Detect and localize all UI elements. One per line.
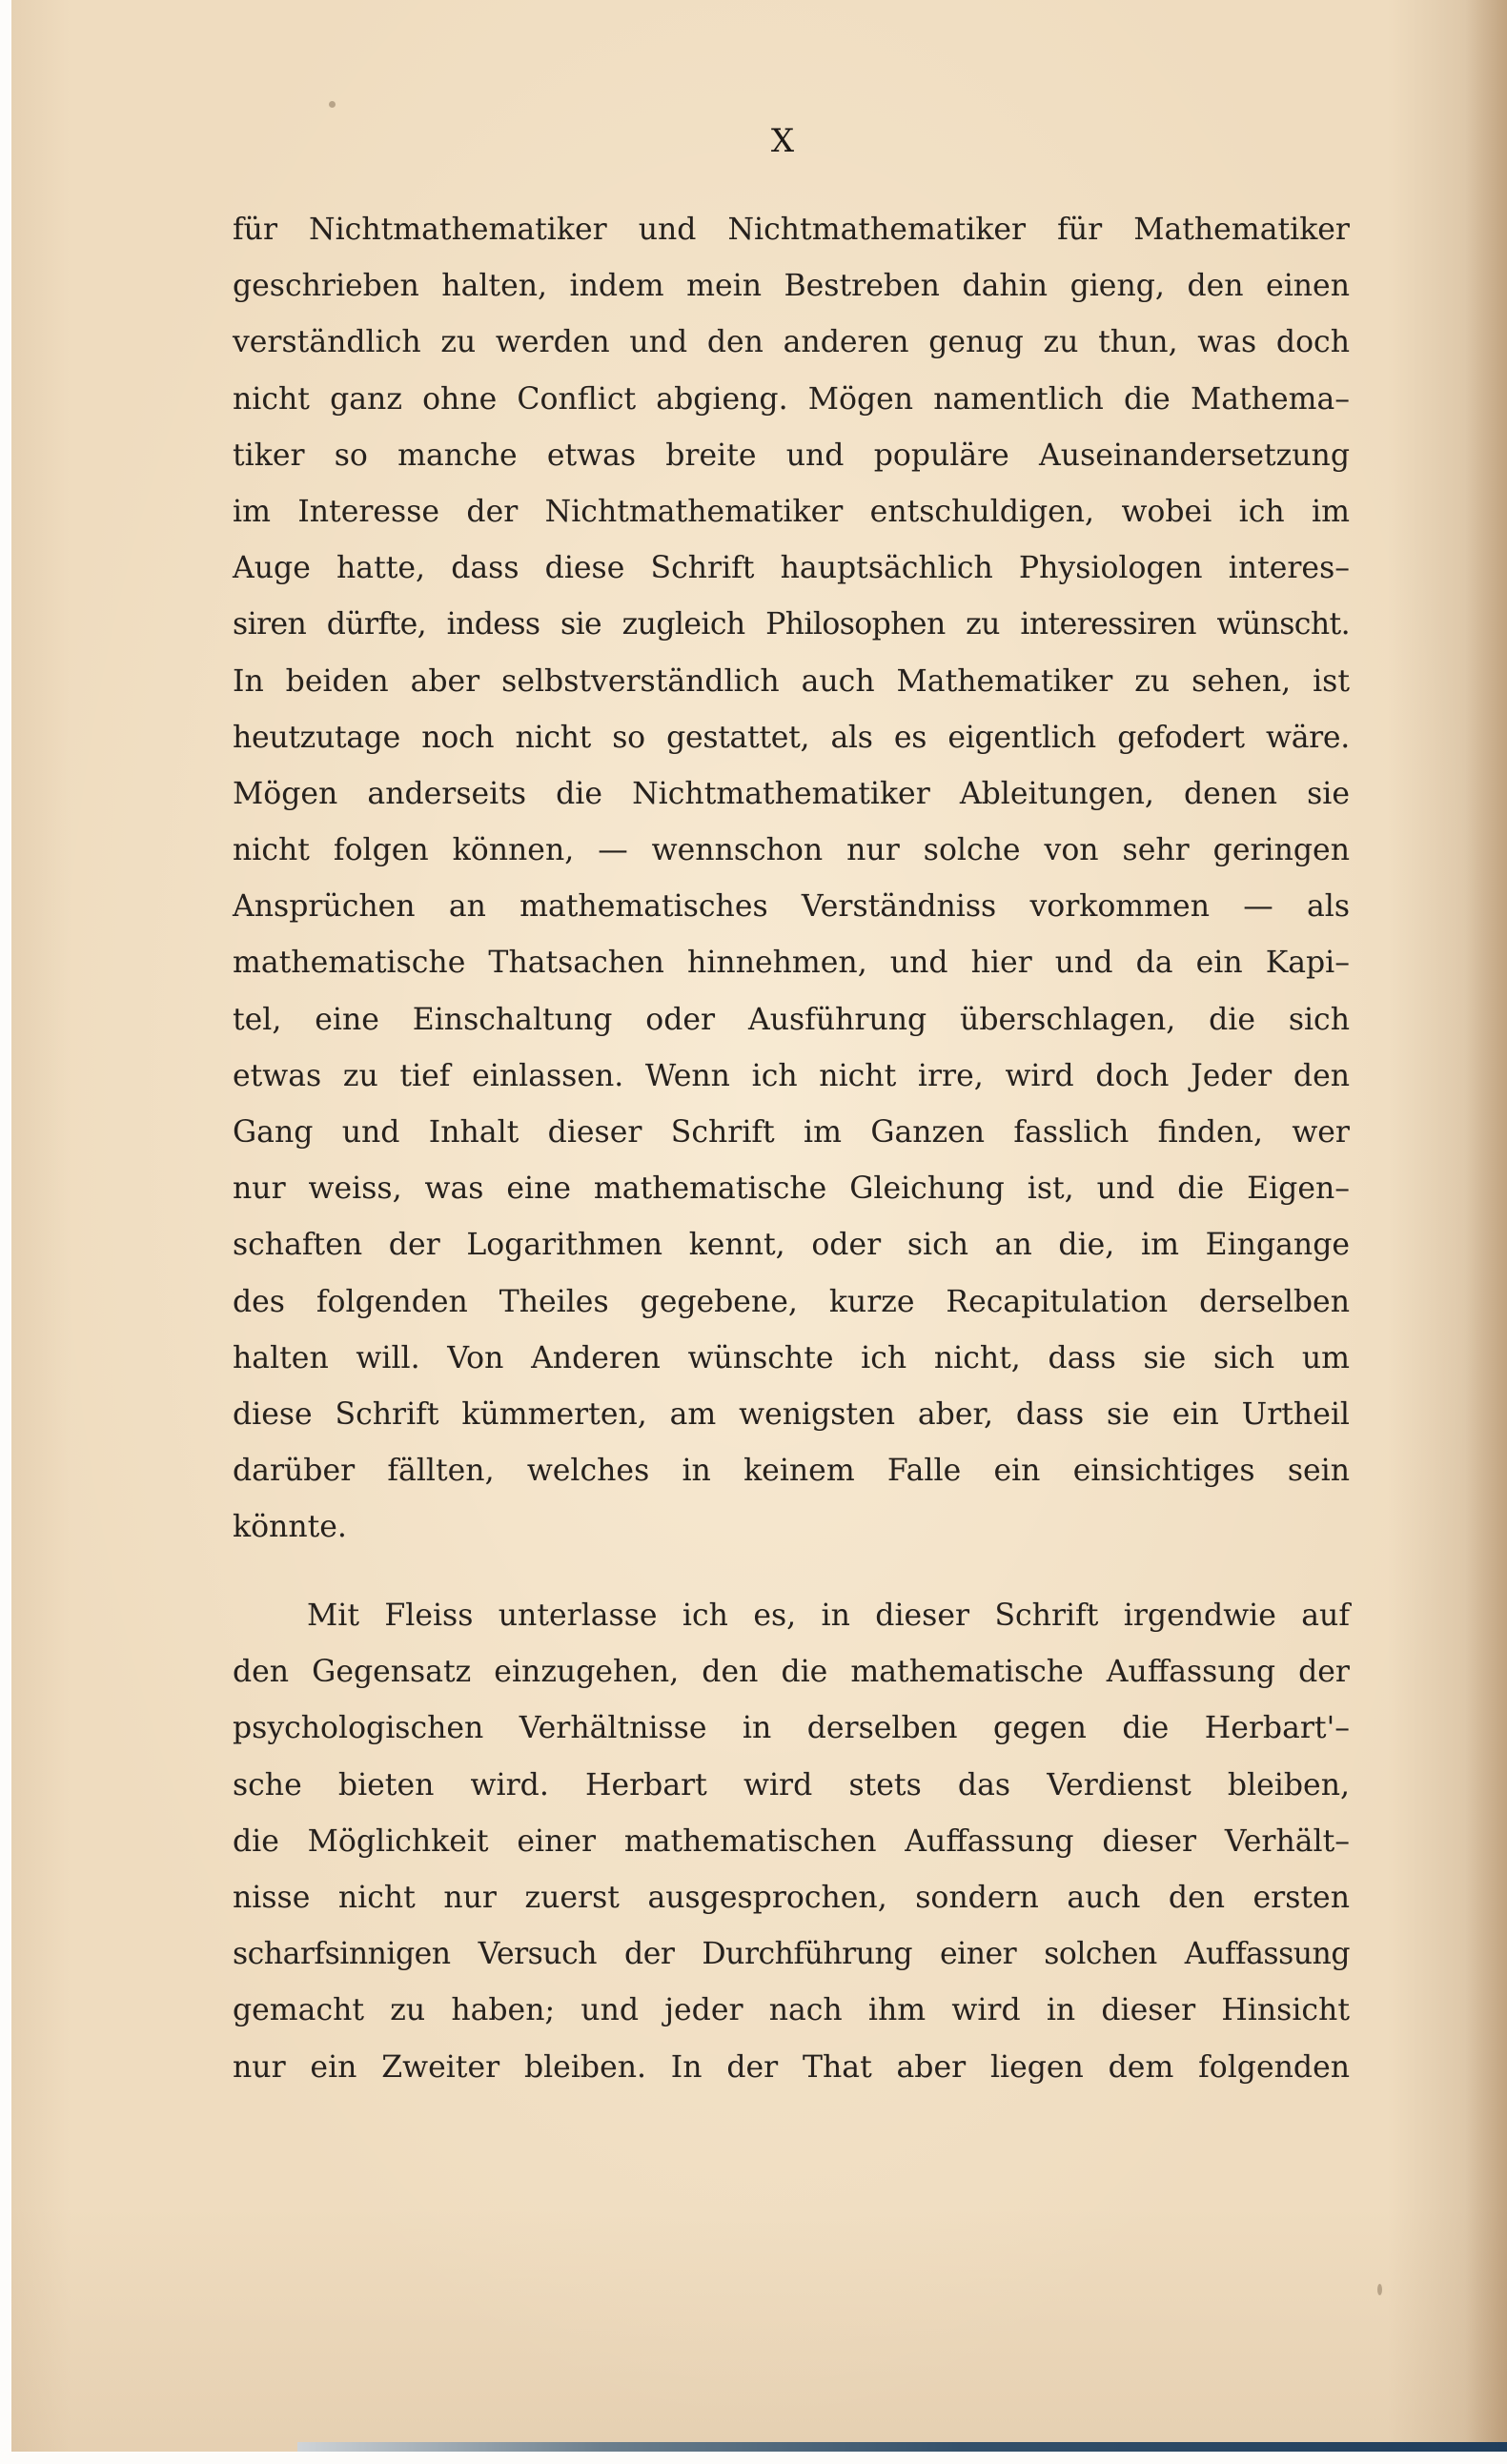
text-line: diese Schrift kümmerten, am wenigsten aber, dass sie ein Urtheil bbox=[233, 1396, 1350, 1432]
text-line: Mögen anderseits die Nichtmathematiker Ableitungen, denen sie bbox=[233, 776, 1350, 811]
text-line: darüber fällten, welches in keinem Falle ein einsichtiges sein bbox=[233, 1454, 1350, 1489]
text-line: schaften der Logarithmen kennt, oder sich an die, im Eingange bbox=[233, 1228, 1350, 1263]
text-line: psychologischen Verhältnisse in derselben gegen die Herbart'– bbox=[233, 1711, 1350, 1746]
text-line: etwas zu tief einlassen. Wenn ich nicht irre, wird doch Jeder den bbox=[233, 1058, 1350, 1093]
text-line: könnte. bbox=[233, 1510, 347, 1545]
text-line: gemacht zu haben; und jeder nach ihm wird in dieser Hinsicht bbox=[233, 1993, 1350, 2028]
scan-bottom-edge bbox=[297, 2442, 1507, 2452]
page-edge-shadow bbox=[1465, 0, 1507, 2452]
text-line: tiker so manche etwas breite und populäre Auseinandersetzung bbox=[233, 438, 1350, 473]
paper-speck bbox=[1377, 2284, 1382, 2295]
text-line: den Gegensatz einzugehen, den die mathematische Auffassung der bbox=[233, 1655, 1350, 1690]
text-line: im Interesse der Nichtmathematiker entschuldigen, wobei ich im bbox=[233, 494, 1350, 529]
text-line: heutzutage noch nicht so gestattet, als es eigentlich gefodert wäre. bbox=[233, 720, 1350, 755]
text-line: für Nichtmathematiker und Nichtmathematiker für Mathematiker bbox=[233, 213, 1350, 247]
text-line: Mit Fleiss unterlasse ich es, in dieser Schrift irgendwie auf bbox=[307, 1599, 1350, 1633]
text-line: nicht folgen können, — wennschon nur solche von sehr geringen bbox=[233, 833, 1350, 868]
paragraph-1 bbox=[233, 202, 1350, 1557]
text-line: nisse nicht nur zuerst ausgesprochen, sondern auch den ersten bbox=[233, 1880, 1350, 1915]
text-line: In beiden aber selbstverständlich auch Mathematiker zu sehen, ist bbox=[233, 663, 1350, 699]
page-number: X bbox=[770, 122, 795, 160]
text-line: Gang und Inhalt dieser Schrift im Ganzen fasslich finden, wer bbox=[233, 1115, 1350, 1150]
text-line: Auge hatte, dass diese Schrift hauptsächlich Physiologen interes– bbox=[233, 551, 1350, 586]
text-line: sche bieten wird. Herbart wird stets das Verdienst bleiben, bbox=[233, 1767, 1350, 1802]
text-line: des folgenden Theiles gegebene, kurze Recapitulation derselben bbox=[233, 1284, 1350, 1319]
text-line: die Möglichkeit einer mathematischen Auffassung dieser Verhält– bbox=[233, 1823, 1350, 1859]
text-line: geschrieben halten, indem mein Bestreben dahin gieng, den einen bbox=[233, 269, 1350, 304]
text-line: nur ein Zweiter bleiben. In der That aber liegen dem folgenden bbox=[233, 2049, 1350, 2085]
book-page bbox=[11, 0, 1507, 2452]
paper-speck bbox=[329, 101, 336, 108]
paragraph-2 bbox=[233, 1588, 1350, 2096]
text-line: nicht ganz ohne Conflict abgieng. Mögen namentlich die Mathema– bbox=[233, 381, 1350, 417]
text-line: verständlich zu werden und den anderen genug zu thun, was doch bbox=[233, 325, 1350, 360]
text-line: scharfsinnigen Versuch der Durchführung einer solchen Auffassung bbox=[233, 1937, 1350, 1972]
text-line: mathematische Thatsachen hinnehmen, und hier und da ein Kapi– bbox=[233, 946, 1350, 981]
text-line: nur weiss, was eine mathematische Gleichung ist, und die Eigen– bbox=[233, 1171, 1350, 1207]
text-line: Ansprüchen an mathematisches Verständniss vorkommen — als bbox=[233, 889, 1350, 925]
text-line: halten will. Von Anderen wünschte ich nicht, dass sie sich um bbox=[233, 1340, 1350, 1375]
text-line: siren dürfte, indess sie zugleich Philosophen zu interessiren wünscht. bbox=[233, 607, 1350, 642]
text-line: tel, eine Einschaltung oder Ausführung überschlagen, die sich bbox=[233, 1002, 1350, 1037]
